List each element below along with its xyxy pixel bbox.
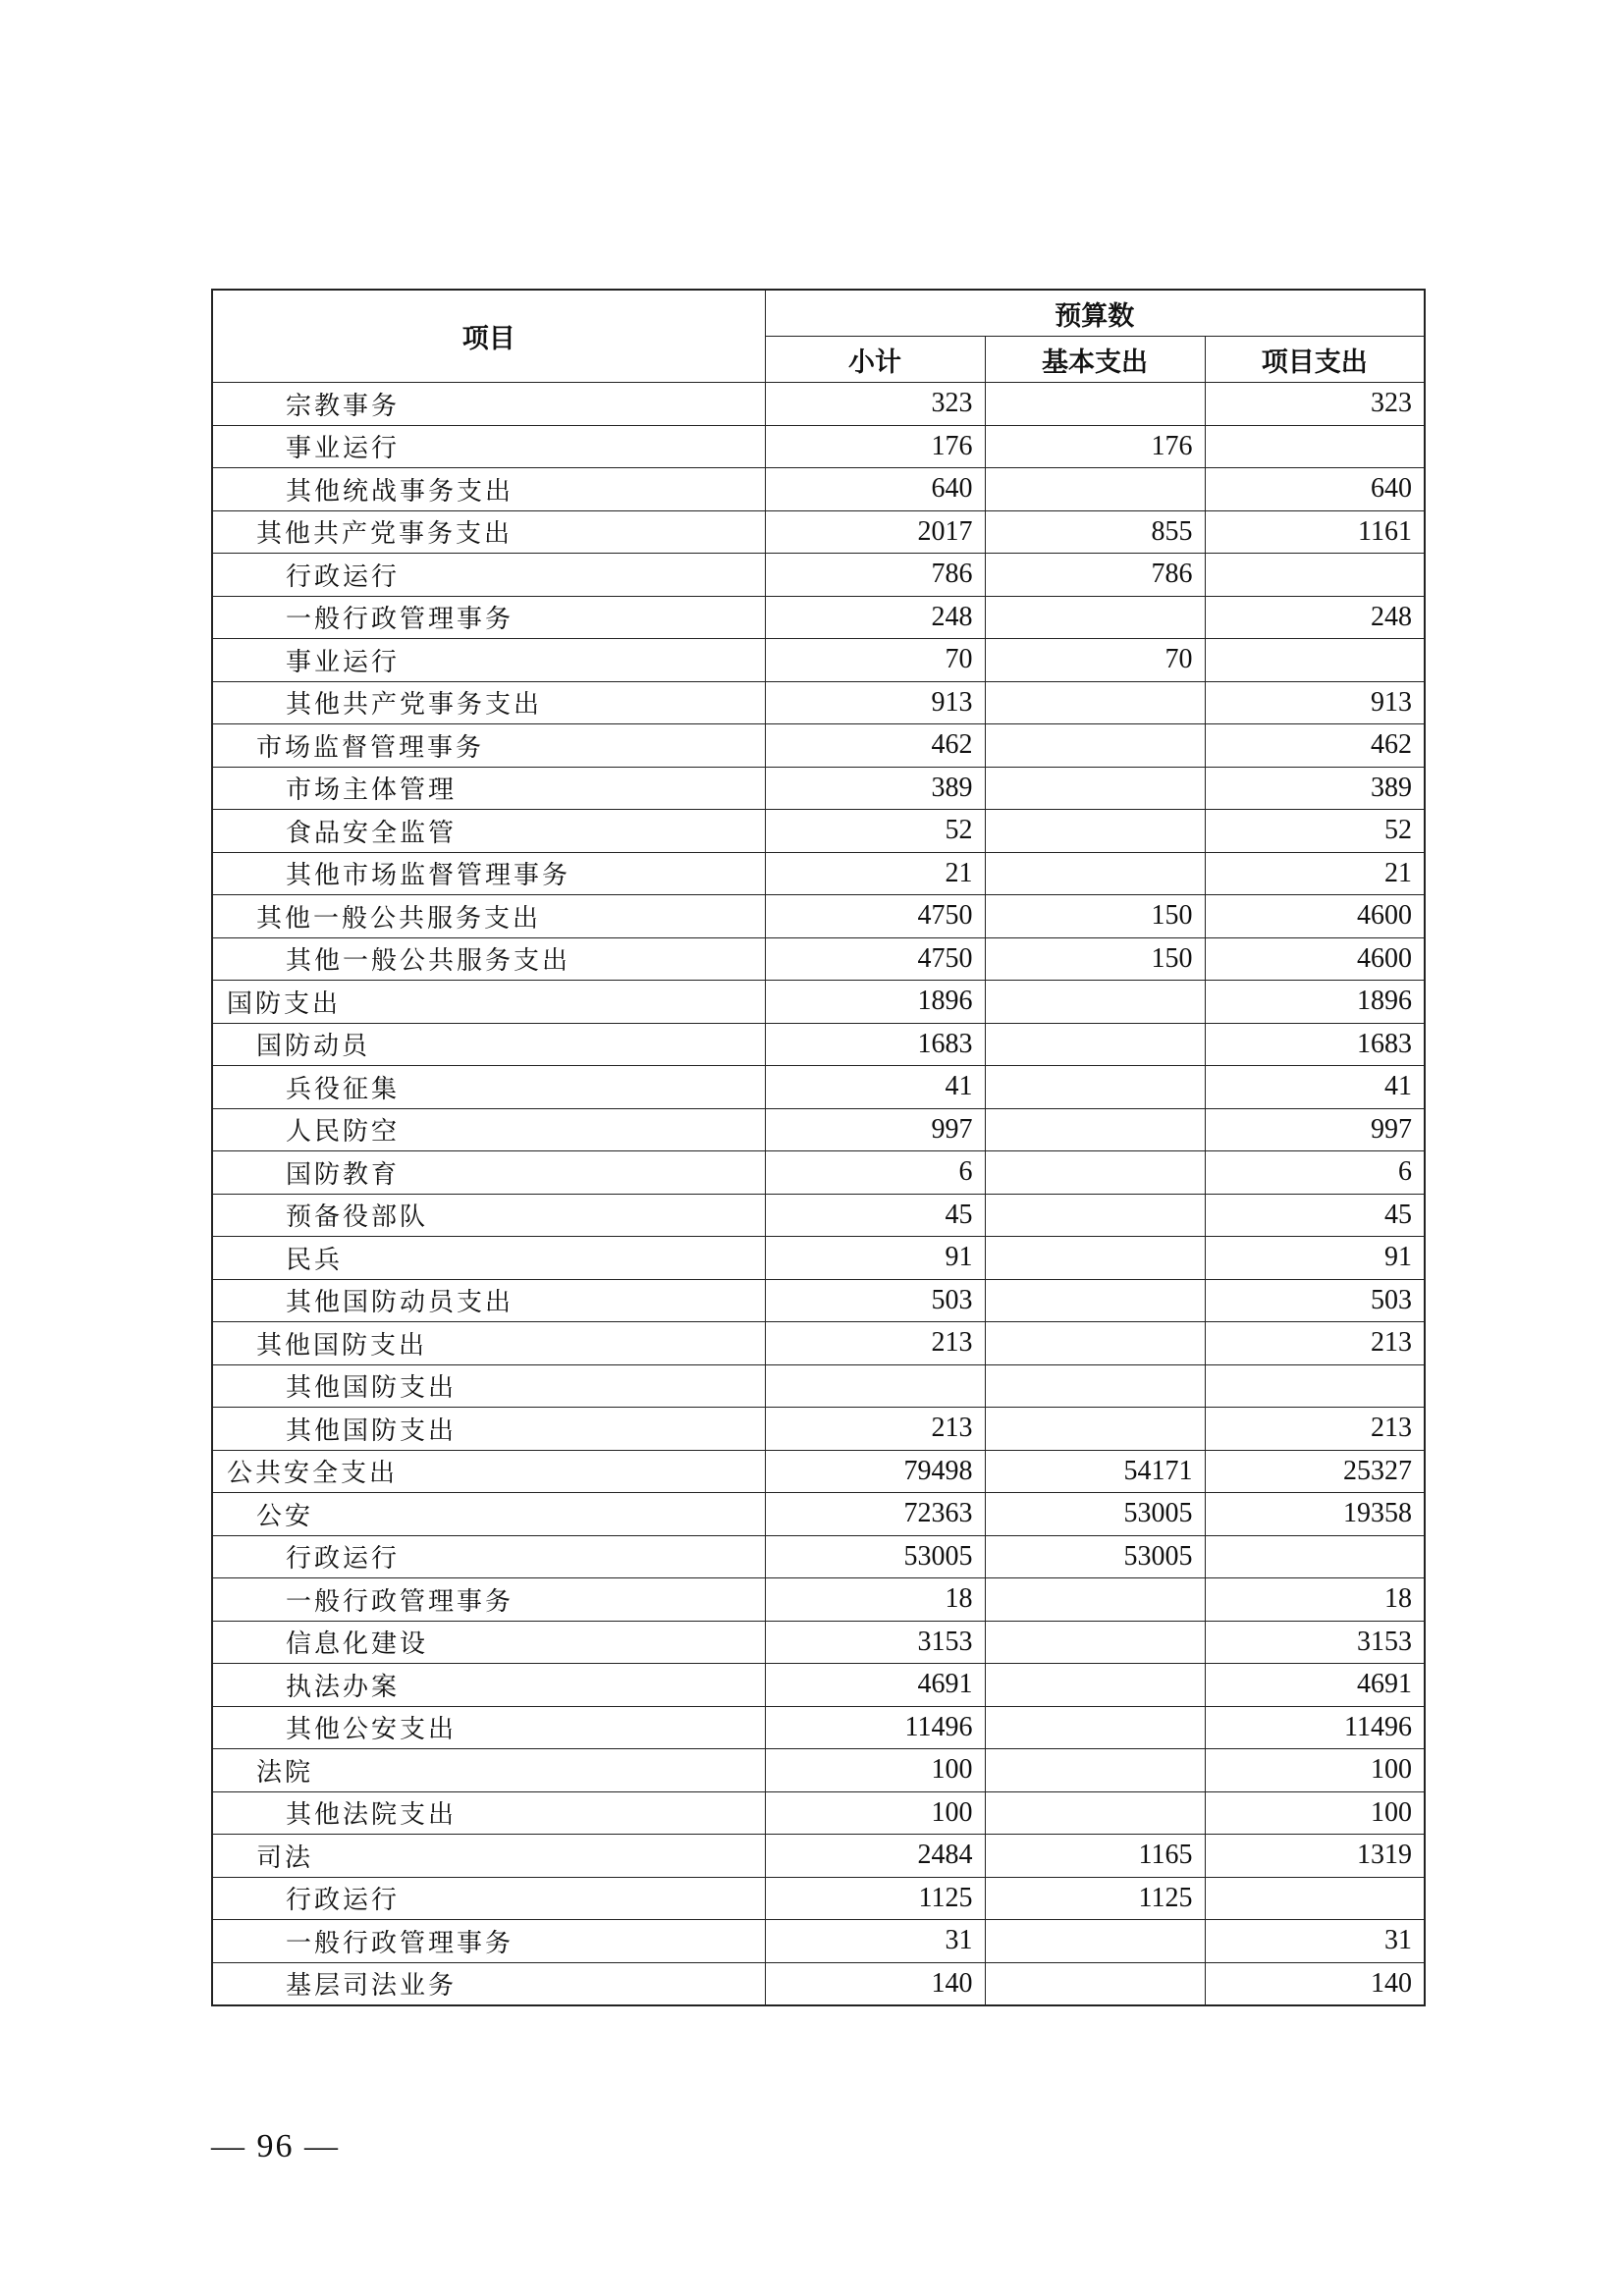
budget-table	[211, 289, 1426, 2006]
subtotal-cell: 140	[765, 1962, 985, 2005]
subtotal-cell: 213	[765, 1408, 985, 1451]
budget-column-group-header: 预算数	[765, 290, 1425, 337]
basic-expense-cell: 70	[985, 639, 1205, 682]
subtotal-cell: 786	[765, 554, 985, 597]
basic-expense-cell	[985, 1578, 1205, 1622]
item-name-cell: 其他共产党事务支出	[212, 681, 765, 724]
project-expense-cell: 25327	[1205, 1450, 1425, 1493]
project-expense-cell: 1319	[1205, 1835, 1425, 1878]
basic-expense-cell	[985, 383, 1205, 426]
table-body	[212, 383, 1425, 2006]
subtotal-cell: 1125	[765, 1877, 985, 1920]
basic-expense-cell	[985, 1791, 1205, 1835]
item-name-cell: 市场主体管理	[212, 767, 765, 810]
item-name-cell: 兵役征集	[212, 1066, 765, 1109]
basic-expense-cell: 786	[985, 554, 1205, 597]
subtotal-cell: 3153	[765, 1621, 985, 1664]
table-row	[212, 1535, 1425, 1578]
project-expense-cell: 100	[1205, 1791, 1425, 1835]
item-name-cell: 行政运行	[212, 1535, 765, 1578]
project-expense-cell: 21	[1205, 852, 1425, 895]
basic-expense-cell	[985, 1151, 1205, 1195]
item-name-cell: 公安	[212, 1493, 765, 1536]
basic-expense-cell	[985, 1108, 1205, 1151]
project-expense-cell	[1205, 639, 1425, 682]
item-name-cell: 一般行政管理事务	[212, 1578, 765, 1622]
table-row	[212, 1920, 1425, 1963]
item-name-cell: 宗教事务	[212, 383, 765, 426]
project-expense-cell: 640	[1205, 468, 1425, 511]
item-name-cell: 其他一般公共服务支出	[212, 895, 765, 938]
item-name-cell: 民兵	[212, 1237, 765, 1280]
project-expense-cell: 503	[1205, 1279, 1425, 1322]
basic-expense-cell: 53005	[985, 1493, 1205, 1536]
table-row	[212, 596, 1425, 639]
subtotal-cell: 11496	[765, 1706, 985, 1749]
project-expense-cell: 997	[1205, 1108, 1425, 1151]
subtotal-cell: 72363	[765, 1493, 985, 1536]
item-name-cell: 国防支出	[212, 981, 765, 1024]
basic-expense-cell	[985, 1706, 1205, 1749]
project-expense-cell: 45	[1205, 1194, 1425, 1237]
page-number: — 96 —	[211, 2128, 340, 2164]
subtotal-cell: 4750	[765, 895, 985, 938]
basic-expense-cell: 150	[985, 895, 1205, 938]
table-row	[212, 1237, 1425, 1280]
table-row	[212, 981, 1425, 1024]
project-expense-cell: 323	[1205, 383, 1425, 426]
subtotal-cell: 1683	[765, 1023, 985, 1066]
header-row-top	[212, 290, 1425, 337]
table-row	[212, 1962, 1425, 2005]
subtotal-cell: 45	[765, 1194, 985, 1237]
project-expense-cell: 91	[1205, 1237, 1425, 1280]
basic-expense-cell: 1125	[985, 1877, 1205, 1920]
table-row	[212, 1621, 1425, 1664]
item-name-cell: 司法	[212, 1835, 765, 1878]
basic-expense-cell	[985, 1194, 1205, 1237]
table-row	[212, 895, 1425, 938]
item-name-cell: 公共安全支出	[212, 1450, 765, 1493]
table-row	[212, 1066, 1425, 1109]
table-row	[212, 681, 1425, 724]
subtotal-cell: 248	[765, 596, 985, 639]
project-expense-cell: 18	[1205, 1578, 1425, 1622]
basic-expense-column-header: 基本支出	[985, 337, 1205, 383]
item-name-cell: 行政运行	[212, 554, 765, 597]
basic-expense-cell	[985, 681, 1205, 724]
project-expense-cell	[1205, 1364, 1425, 1408]
subtotal-cell: 100	[765, 1749, 985, 1792]
item-name-cell: 事业运行	[212, 425, 765, 468]
project-expense-cell: 31	[1205, 1920, 1425, 1963]
table-row	[212, 1578, 1425, 1622]
table-header	[212, 290, 1425, 383]
basic-expense-cell	[985, 1023, 1205, 1066]
subtotal-cell: 21	[765, 852, 985, 895]
table-row	[212, 1194, 1425, 1237]
subtotal-column-header: 小计	[765, 337, 985, 383]
item-name-cell: 其他统战事务支出	[212, 468, 765, 511]
item-name-cell: 行政运行	[212, 1877, 765, 1920]
subtotal-cell: 4691	[765, 1664, 985, 1707]
item-name-cell: 其他国防支出	[212, 1364, 765, 1408]
subtotal-cell: 4750	[765, 937, 985, 981]
subtotal-cell: 1896	[765, 981, 985, 1024]
basic-expense-cell	[985, 852, 1205, 895]
project-expense-cell: 213	[1205, 1408, 1425, 1451]
table-row	[212, 852, 1425, 895]
project-expense-cell: 1896	[1205, 981, 1425, 1024]
item-name-cell: 法院	[212, 1749, 765, 1792]
project-expense-cell: 52	[1205, 810, 1425, 853]
item-name-cell: 事业运行	[212, 639, 765, 682]
basic-expense-cell	[985, 810, 1205, 853]
table-row	[212, 1749, 1425, 1792]
basic-expense-cell: 150	[985, 937, 1205, 981]
table-row	[212, 1023, 1425, 1066]
table-row	[212, 724, 1425, 768]
table-row	[212, 937, 1425, 981]
basic-expense-cell: 855	[985, 510, 1205, 554]
item-name-cell: 其他法院支出	[212, 1791, 765, 1835]
table-row	[212, 767, 1425, 810]
item-name-cell: 其他市场监督管理事务	[212, 852, 765, 895]
subtotal-cell: 462	[765, 724, 985, 768]
subtotal-cell: 213	[765, 1322, 985, 1365]
table-row	[212, 1791, 1425, 1835]
basic-expense-cell	[985, 1237, 1205, 1280]
table-row	[212, 1835, 1425, 1878]
project-expense-cell	[1205, 1535, 1425, 1578]
project-expense-cell: 6	[1205, 1151, 1425, 1195]
basic-expense-cell: 53005	[985, 1535, 1205, 1578]
basic-expense-cell	[985, 1364, 1205, 1408]
project-expense-cell: 4600	[1205, 937, 1425, 981]
item-name-cell: 人民防空	[212, 1108, 765, 1151]
subtotal-cell: 640	[765, 468, 985, 511]
basic-expense-cell	[985, 1920, 1205, 1963]
project-expense-cell: 41	[1205, 1066, 1425, 1109]
basic-expense-cell	[985, 1962, 1205, 2005]
subtotal-cell: 389	[765, 767, 985, 810]
project-expense-cell: 19358	[1205, 1493, 1425, 1536]
project-expense-cell: 3153	[1205, 1621, 1425, 1664]
subtotal-cell: 52	[765, 810, 985, 853]
item-name-cell: 其他国防支出	[212, 1408, 765, 1451]
project-expense-cell: 913	[1205, 681, 1425, 724]
project-expense-cell: 4691	[1205, 1664, 1425, 1707]
item-name-cell: 其他公安支出	[212, 1706, 765, 1749]
table-row	[212, 1279, 1425, 1322]
item-name-cell: 市场监督管理事务	[212, 724, 765, 768]
subtotal-cell: 913	[765, 681, 985, 724]
basic-expense-cell: 1165	[985, 1835, 1205, 1878]
table-row	[212, 554, 1425, 597]
project-expense-cell	[1205, 554, 1425, 597]
table-row	[212, 1408, 1425, 1451]
table-row	[212, 383, 1425, 426]
item-name-cell: 一般行政管理事务	[212, 1920, 765, 1963]
subtotal-cell: 91	[765, 1237, 985, 1280]
basic-expense-cell: 54171	[985, 1450, 1205, 1493]
project-expense-cell: 248	[1205, 596, 1425, 639]
table-row	[212, 1877, 1425, 1920]
subtotal-cell: 100	[765, 1791, 985, 1835]
table-row	[212, 1493, 1425, 1536]
subtotal-cell: 18	[765, 1578, 985, 1622]
item-name-cell: 其他国防动员支出	[212, 1279, 765, 1322]
table-row	[212, 468, 1425, 511]
project-expense-cell: 4600	[1205, 895, 1425, 938]
basic-expense-cell	[985, 1322, 1205, 1365]
subtotal-cell: 41	[765, 1066, 985, 1109]
project-expense-cell: 140	[1205, 1962, 1425, 2005]
subtotal-cell: 997	[765, 1108, 985, 1151]
item-name-cell: 执法办案	[212, 1664, 765, 1707]
project-expense-column-header: 项目支出	[1205, 337, 1425, 383]
basic-expense-cell	[985, 724, 1205, 768]
item-name-cell: 其他共产党事务支出	[212, 510, 765, 554]
item-name-cell: 基层司法业务	[212, 1962, 765, 2005]
subtotal-cell: 2484	[765, 1835, 985, 1878]
subtotal-cell: 6	[765, 1151, 985, 1195]
subtotal-cell: 323	[765, 383, 985, 426]
project-expense-cell: 11496	[1205, 1706, 1425, 1749]
project-expense-cell: 213	[1205, 1322, 1425, 1365]
item-name-cell: 其他国防支出	[212, 1322, 765, 1365]
subtotal-cell: 79498	[765, 1450, 985, 1493]
item-column-header: 项目	[212, 290, 765, 383]
table-row	[212, 510, 1425, 554]
subtotal-cell: 2017	[765, 510, 985, 554]
project-expense-cell: 462	[1205, 724, 1425, 768]
basic-expense-cell	[985, 1408, 1205, 1451]
item-name-cell: 其他一般公共服务支出	[212, 937, 765, 981]
table-row	[212, 1706, 1425, 1749]
project-expense-cell: 1161	[1205, 510, 1425, 554]
project-expense-cell: 1683	[1205, 1023, 1425, 1066]
item-name-cell: 国防动员	[212, 1023, 765, 1066]
basic-expense-cell	[985, 1664, 1205, 1707]
basic-expense-cell: 176	[985, 425, 1205, 468]
table-row	[212, 1364, 1425, 1408]
subtotal-cell: 176	[765, 425, 985, 468]
basic-expense-cell	[985, 1279, 1205, 1322]
table-row	[212, 1322, 1425, 1365]
item-name-cell: 国防教育	[212, 1151, 765, 1195]
project-expense-cell	[1205, 1877, 1425, 1920]
subtotal-cell: 53005	[765, 1535, 985, 1578]
item-name-cell: 食品安全监管	[212, 810, 765, 853]
table-row	[212, 1108, 1425, 1151]
basic-expense-cell	[985, 981, 1205, 1024]
table-row	[212, 1151, 1425, 1195]
project-expense-cell: 389	[1205, 767, 1425, 810]
subtotal-cell: 70	[765, 639, 985, 682]
basic-expense-cell	[985, 767, 1205, 810]
project-expense-cell: 100	[1205, 1749, 1425, 1792]
subtotal-cell: 503	[765, 1279, 985, 1322]
basic-expense-cell	[985, 1066, 1205, 1109]
project-expense-cell	[1205, 425, 1425, 468]
table-row	[212, 425, 1425, 468]
item-name-cell: 信息化建设	[212, 1621, 765, 1664]
subtotal-cell	[765, 1364, 985, 1408]
table-row	[212, 639, 1425, 682]
subtotal-cell: 31	[765, 1920, 985, 1963]
basic-expense-cell	[985, 1621, 1205, 1664]
item-name-cell: 一般行政管理事务	[212, 596, 765, 639]
table-row	[212, 1664, 1425, 1707]
basic-expense-cell	[985, 596, 1205, 639]
table-row	[212, 1450, 1425, 1493]
basic-expense-cell	[985, 468, 1205, 511]
item-name-cell: 预备役部队	[212, 1194, 765, 1237]
table-row	[212, 810, 1425, 853]
basic-expense-cell	[985, 1749, 1205, 1792]
